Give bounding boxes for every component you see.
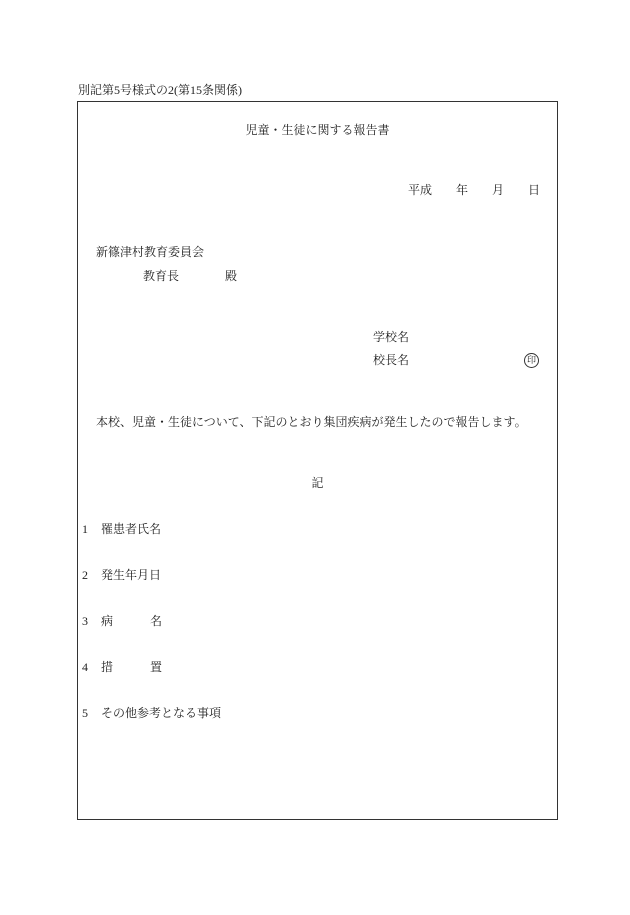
form-number-heading: 別記第5号様式の2(第15条関係): [78, 83, 242, 97]
item-number: 4: [82, 660, 88, 674]
item-number: 1: [82, 522, 88, 536]
item-label: 発生年月日: [101, 568, 162, 582]
item-label-second-char: 名: [150, 614, 163, 628]
date-day-label: 日: [528, 183, 541, 197]
report-body-text: 本校、児童・生徒について、下記のとおり集団疾病が発生したので報告します。: [96, 415, 527, 429]
item-label-first-char: 措: [101, 660, 114, 674]
item-label: その他参考となる事項: [101, 706, 222, 720]
note-heading: 記: [311, 476, 324, 490]
item-number: 2: [82, 568, 88, 582]
date-year-label: 年: [456, 183, 469, 197]
date-era: 平成: [408, 183, 433, 197]
form-title: 児童・生徒に関する報告書: [245, 123, 390, 137]
school-name-label: 学校名: [373, 330, 410, 344]
item-label-first-char: 病: [101, 614, 114, 628]
principal-name-label: 校長名: [373, 353, 410, 367]
seal-icon: 印: [524, 353, 539, 368]
item-label: 罹患者氏名: [101, 522, 162, 536]
recipient-title: 教育長: [143, 269, 180, 283]
date-month-label: 月: [492, 183, 505, 197]
item-label-second-char: 置: [150, 660, 163, 674]
item-number: 5: [82, 706, 88, 720]
item-number: 3: [82, 614, 88, 628]
recipient-organization: 新篠津村教育委員会: [96, 245, 205, 259]
recipient-honorific: 殿: [225, 269, 238, 283]
